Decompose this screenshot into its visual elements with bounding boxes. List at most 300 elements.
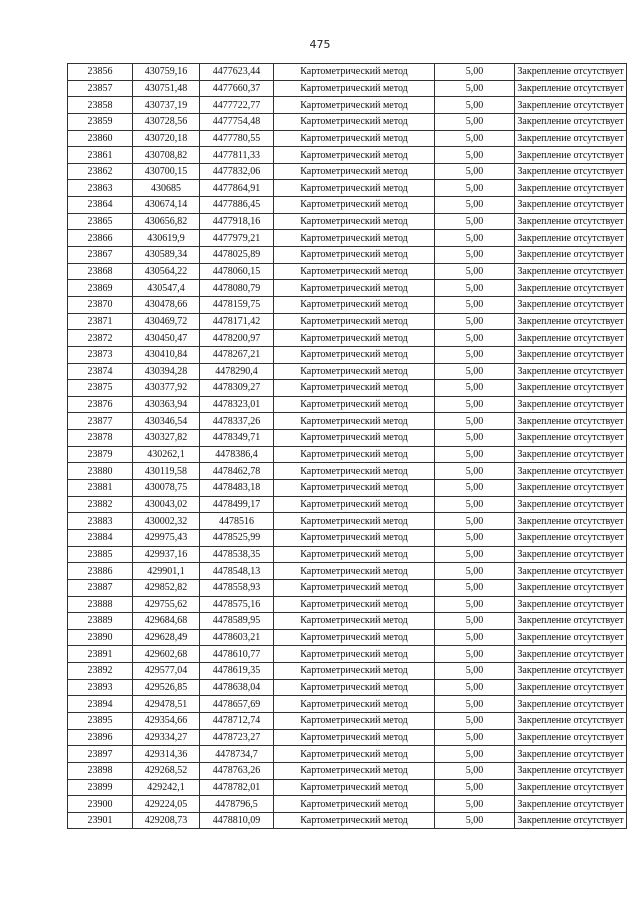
coordinates-table xyxy=(67,63,627,829)
y-coordinate-cell: 4478810,09 xyxy=(200,812,274,829)
y-coordinate-cell: 4478323,01 xyxy=(200,396,274,413)
x-coordinate-cell: 430751,48 xyxy=(133,80,200,97)
fixation-cell: Закрепление отсутствует xyxy=(515,330,627,347)
fixation-cell: Закрепление отсутствует xyxy=(515,113,627,130)
accuracy-cell: 5,00 xyxy=(435,796,515,813)
y-coordinate-cell: 4478782,01 xyxy=(200,779,274,796)
page-number: 475 xyxy=(309,38,331,51)
x-coordinate-cell: 430700,15 xyxy=(133,163,200,180)
method-cell: Картометрический метод xyxy=(274,563,435,580)
table-row xyxy=(68,380,627,397)
x-coordinate-cell: 430450,47 xyxy=(133,330,200,347)
y-coordinate-cell: 4478548,13 xyxy=(200,563,274,580)
fixation-cell: Закрепление отсутствует xyxy=(515,779,627,796)
y-coordinate-cell: 4478638,04 xyxy=(200,679,274,696)
table-row xyxy=(68,263,627,280)
point-number-cell: 23878 xyxy=(68,430,133,447)
point-number-cell: 23861 xyxy=(68,147,133,164)
method-cell: Картометрический метод xyxy=(274,663,435,680)
x-coordinate-cell: 429478,51 xyxy=(133,696,200,713)
point-number-cell: 23901 xyxy=(68,812,133,829)
method-cell: Картометрический метод xyxy=(274,629,435,646)
accuracy-cell: 5,00 xyxy=(435,679,515,696)
y-coordinate-cell: 4478610,77 xyxy=(200,646,274,663)
accuracy-cell: 5,00 xyxy=(435,513,515,530)
table-row xyxy=(68,363,627,380)
accuracy-cell: 5,00 xyxy=(435,113,515,130)
point-number-cell: 23879 xyxy=(68,446,133,463)
method-cell: Картометрический метод xyxy=(274,230,435,247)
fixation-cell: Закрепление отсутствует xyxy=(515,629,627,646)
accuracy-cell: 5,00 xyxy=(435,330,515,347)
method-cell: Картометрический метод xyxy=(274,646,435,663)
method-cell: Картометрический метод xyxy=(274,529,435,546)
point-number-cell: 23885 xyxy=(68,546,133,563)
accuracy-cell: 5,00 xyxy=(435,64,515,81)
method-cell: Картометрический метод xyxy=(274,779,435,796)
fixation-cell: Закрепление отсутствует xyxy=(515,696,627,713)
point-number-cell: 23882 xyxy=(68,496,133,513)
accuracy-cell: 5,00 xyxy=(435,230,515,247)
point-number-cell: 23884 xyxy=(68,529,133,546)
method-cell: Картометрический метод xyxy=(274,712,435,729)
x-coordinate-cell: 430394,28 xyxy=(133,363,200,380)
point-number-cell: 23888 xyxy=(68,596,133,613)
y-coordinate-cell: 4477722,77 xyxy=(200,97,274,114)
x-coordinate-cell: 430728,56 xyxy=(133,113,200,130)
point-number-cell: 23897 xyxy=(68,746,133,763)
fixation-cell: Закрепление отсутствует xyxy=(515,812,627,829)
accuracy-cell: 5,00 xyxy=(435,496,515,513)
y-coordinate-cell: 4477864,91 xyxy=(200,180,274,197)
method-cell: Картометрический метод xyxy=(274,396,435,413)
x-coordinate-cell: 430708,82 xyxy=(133,147,200,164)
method-cell: Картометрический метод xyxy=(274,263,435,280)
table-row xyxy=(68,496,627,513)
fixation-cell: Закрепление отсутствует xyxy=(515,163,627,180)
table-row xyxy=(68,579,627,596)
point-number-cell: 23898 xyxy=(68,762,133,779)
accuracy-cell: 5,00 xyxy=(435,629,515,646)
fixation-cell: Закрепление отсутствует xyxy=(515,147,627,164)
y-coordinate-cell: 4478525,99 xyxy=(200,529,274,546)
y-coordinate-cell: 4477660,37 xyxy=(200,80,274,97)
method-cell: Картометрический метод xyxy=(274,296,435,313)
x-coordinate-cell: 430377,92 xyxy=(133,380,200,397)
x-coordinate-cell: 430564,22 xyxy=(133,263,200,280)
table-row xyxy=(68,97,627,114)
table-row xyxy=(68,197,627,214)
accuracy-cell: 5,00 xyxy=(435,430,515,447)
x-coordinate-cell: 430685 xyxy=(133,180,200,197)
x-coordinate-cell: 430262,1 xyxy=(133,446,200,463)
accuracy-cell: 5,00 xyxy=(435,130,515,147)
method-cell: Картометрический метод xyxy=(274,596,435,613)
point-number-cell: 23880 xyxy=(68,463,133,480)
accuracy-cell: 5,00 xyxy=(435,380,515,397)
x-coordinate-cell: 430469,72 xyxy=(133,313,200,330)
accuracy-cell: 5,00 xyxy=(435,480,515,497)
fixation-cell: Закрепление отсутствует xyxy=(515,480,627,497)
x-coordinate-cell: 429602,68 xyxy=(133,646,200,663)
method-cell: Картометрический метод xyxy=(274,762,435,779)
x-coordinate-cell: 430737,19 xyxy=(133,97,200,114)
table-row xyxy=(68,280,627,297)
fixation-cell: Закрепление отсутствует xyxy=(515,380,627,397)
y-coordinate-cell: 4478538,35 xyxy=(200,546,274,563)
x-coordinate-cell: 429354,66 xyxy=(133,712,200,729)
y-coordinate-cell: 4478712,74 xyxy=(200,712,274,729)
method-cell: Картометрический метод xyxy=(274,679,435,696)
point-number-cell: 23881 xyxy=(68,480,133,497)
table-row xyxy=(68,663,627,680)
table-row xyxy=(68,296,627,313)
x-coordinate-cell: 430119,58 xyxy=(133,463,200,480)
table-row xyxy=(68,413,627,430)
fixation-cell: Закрепление отсутствует xyxy=(515,80,627,97)
fixation-cell: Закрепление отсутствует xyxy=(515,296,627,313)
fixation-cell: Закрепление отсутствует xyxy=(515,796,627,813)
y-coordinate-cell: 4478337,26 xyxy=(200,413,274,430)
y-coordinate-cell: 4478080,79 xyxy=(200,280,274,297)
table-row xyxy=(68,779,627,796)
point-number-cell: 23860 xyxy=(68,130,133,147)
table-row xyxy=(68,163,627,180)
accuracy-cell: 5,00 xyxy=(435,180,515,197)
table-row xyxy=(68,396,627,413)
y-coordinate-cell: 4478796,5 xyxy=(200,796,274,813)
method-cell: Картометрический метод xyxy=(274,80,435,97)
point-number-cell: 23869 xyxy=(68,280,133,297)
accuracy-cell: 5,00 xyxy=(435,463,515,480)
table-row xyxy=(68,130,627,147)
fixation-cell: Закрепление отсутствует xyxy=(515,180,627,197)
fixation-cell: Закрепление отсутствует xyxy=(515,463,627,480)
x-coordinate-cell: 430346,54 xyxy=(133,413,200,430)
fixation-cell: Закрепление отсутствует xyxy=(515,346,627,363)
method-cell: Картометрический метод xyxy=(274,613,435,630)
table-row xyxy=(68,313,627,330)
x-coordinate-cell: 429268,52 xyxy=(133,762,200,779)
fixation-cell: Закрепление отсутствует xyxy=(515,529,627,546)
point-number-cell: 23883 xyxy=(68,513,133,530)
method-cell: Картометрический метод xyxy=(274,213,435,230)
method-cell: Картометрический метод xyxy=(274,413,435,430)
table-row xyxy=(68,529,627,546)
accuracy-cell: 5,00 xyxy=(435,579,515,596)
fixation-cell: Закрепление отсутствует xyxy=(515,563,627,580)
point-number-cell: 23899 xyxy=(68,779,133,796)
table-row xyxy=(68,330,627,347)
method-cell: Картометрический метод xyxy=(274,746,435,763)
x-coordinate-cell: 429334,27 xyxy=(133,729,200,746)
y-coordinate-cell: 4478171,42 xyxy=(200,313,274,330)
method-cell: Картометрический метод xyxy=(274,247,435,264)
fixation-cell: Закрепление отсутствует xyxy=(515,513,627,530)
accuracy-cell: 5,00 xyxy=(435,396,515,413)
accuracy-cell: 5,00 xyxy=(435,646,515,663)
method-cell: Картометрический метод xyxy=(274,579,435,596)
y-coordinate-cell: 4478290,4 xyxy=(200,363,274,380)
fixation-cell: Закрепление отсутствует xyxy=(515,396,627,413)
y-coordinate-cell: 4477811,33 xyxy=(200,147,274,164)
y-coordinate-cell: 4477780,55 xyxy=(200,130,274,147)
table-row xyxy=(68,746,627,763)
point-number-cell: 23889 xyxy=(68,613,133,630)
accuracy-cell: 5,00 xyxy=(435,97,515,114)
x-coordinate-cell: 430674,14 xyxy=(133,197,200,214)
x-coordinate-cell: 430043,02 xyxy=(133,496,200,513)
method-cell: Картометрический метод xyxy=(274,64,435,81)
fixation-cell: Закрепление отсутствует xyxy=(515,613,627,630)
y-coordinate-cell: 4478575,16 xyxy=(200,596,274,613)
method-cell: Картометрический метод xyxy=(274,496,435,513)
table-row xyxy=(68,80,627,97)
method-cell: Картометрический метод xyxy=(274,363,435,380)
table-row xyxy=(68,446,627,463)
accuracy-cell: 5,00 xyxy=(435,163,515,180)
y-coordinate-cell: 4478483,18 xyxy=(200,480,274,497)
point-number-cell: 23870 xyxy=(68,296,133,313)
table-row xyxy=(68,430,627,447)
table-row xyxy=(68,346,627,363)
x-coordinate-cell: 429526,85 xyxy=(133,679,200,696)
point-number-cell: 23877 xyxy=(68,413,133,430)
accuracy-cell: 5,00 xyxy=(435,812,515,829)
accuracy-cell: 5,00 xyxy=(435,346,515,363)
point-number-cell: 23876 xyxy=(68,396,133,413)
method-cell: Картометрический метод xyxy=(274,313,435,330)
point-number-cell: 23856 xyxy=(68,64,133,81)
x-coordinate-cell: 429577,04 xyxy=(133,663,200,680)
y-coordinate-cell: 4478558,93 xyxy=(200,579,274,596)
table-row xyxy=(68,513,627,530)
x-coordinate-cell: 429224,05 xyxy=(133,796,200,813)
accuracy-cell: 5,00 xyxy=(435,363,515,380)
table-row xyxy=(68,113,627,130)
accuracy-cell: 5,00 xyxy=(435,296,515,313)
point-number-cell: 23859 xyxy=(68,113,133,130)
y-coordinate-cell: 4478589,95 xyxy=(200,613,274,630)
fixation-cell: Закрепление отсутствует xyxy=(515,263,627,280)
point-number-cell: 23872 xyxy=(68,330,133,347)
point-number-cell: 23895 xyxy=(68,712,133,729)
fixation-cell: Закрепление отсутствует xyxy=(515,646,627,663)
accuracy-cell: 5,00 xyxy=(435,746,515,763)
x-coordinate-cell: 430589,34 xyxy=(133,247,200,264)
table-row xyxy=(68,247,627,264)
fixation-cell: Закрепление отсутствует xyxy=(515,546,627,563)
table-row xyxy=(68,613,627,630)
fixation-cell: Закрепление отсутствует xyxy=(515,197,627,214)
point-number-cell: 23862 xyxy=(68,163,133,180)
y-coordinate-cell: 4477832,06 xyxy=(200,163,274,180)
point-number-cell: 23891 xyxy=(68,646,133,663)
table-row xyxy=(68,480,627,497)
accuracy-cell: 5,00 xyxy=(435,696,515,713)
x-coordinate-cell: 429975,43 xyxy=(133,529,200,546)
fixation-cell: Закрепление отсутствует xyxy=(515,712,627,729)
accuracy-cell: 5,00 xyxy=(435,613,515,630)
table-row xyxy=(68,679,627,696)
accuracy-cell: 5,00 xyxy=(435,546,515,563)
x-coordinate-cell: 430363,94 xyxy=(133,396,200,413)
x-coordinate-cell: 430656,82 xyxy=(133,213,200,230)
y-coordinate-cell: 4478462,78 xyxy=(200,463,274,480)
accuracy-cell: 5,00 xyxy=(435,247,515,264)
point-number-cell: 23890 xyxy=(68,629,133,646)
table-row xyxy=(68,563,627,580)
y-coordinate-cell: 4478499,17 xyxy=(200,496,274,513)
y-coordinate-cell: 4477918,16 xyxy=(200,213,274,230)
accuracy-cell: 5,00 xyxy=(435,147,515,164)
fixation-cell: Закрепление отсутствует xyxy=(515,579,627,596)
fixation-cell: Закрепление отсутствует xyxy=(515,496,627,513)
point-number-cell: 23886 xyxy=(68,563,133,580)
accuracy-cell: 5,00 xyxy=(435,413,515,430)
point-number-cell: 23896 xyxy=(68,729,133,746)
point-number-cell: 23887 xyxy=(68,579,133,596)
fixation-cell: Закрепление отсутствует xyxy=(515,746,627,763)
y-coordinate-cell: 4478723,27 xyxy=(200,729,274,746)
y-coordinate-cell: 4478516 xyxy=(200,513,274,530)
accuracy-cell: 5,00 xyxy=(435,446,515,463)
x-coordinate-cell: 430720,18 xyxy=(133,130,200,147)
fixation-cell: Закрепление отсутствует xyxy=(515,663,627,680)
x-coordinate-cell: 429628,49 xyxy=(133,629,200,646)
y-coordinate-cell: 4478619,35 xyxy=(200,663,274,680)
x-coordinate-cell: 429208,73 xyxy=(133,812,200,829)
point-number-cell: 23868 xyxy=(68,263,133,280)
x-coordinate-cell: 430410,84 xyxy=(133,346,200,363)
accuracy-cell: 5,00 xyxy=(435,263,515,280)
x-coordinate-cell: 429852,82 xyxy=(133,579,200,596)
accuracy-cell: 5,00 xyxy=(435,712,515,729)
accuracy-cell: 5,00 xyxy=(435,563,515,580)
table-row xyxy=(68,213,627,230)
y-coordinate-cell: 4477623,44 xyxy=(200,64,274,81)
x-coordinate-cell: 430619,9 xyxy=(133,230,200,247)
table-row xyxy=(68,64,627,81)
method-cell: Картометрический метод xyxy=(274,147,435,164)
point-number-cell: 23892 xyxy=(68,663,133,680)
point-number-cell: 23893 xyxy=(68,679,133,696)
method-cell: Картометрический метод xyxy=(274,463,435,480)
method-cell: Картометрический метод xyxy=(274,346,435,363)
point-number-cell: 23864 xyxy=(68,197,133,214)
x-coordinate-cell: 429901,1 xyxy=(133,563,200,580)
method-cell: Картометрический метод xyxy=(274,130,435,147)
method-cell: Картометрический метод xyxy=(274,280,435,297)
fixation-cell: Закрепление отсутствует xyxy=(515,596,627,613)
x-coordinate-cell: 429242,1 xyxy=(133,779,200,796)
fixation-cell: Закрепление отсутствует xyxy=(515,64,627,81)
method-cell: Картометрический метод xyxy=(274,163,435,180)
accuracy-cell: 5,00 xyxy=(435,213,515,230)
accuracy-cell: 5,00 xyxy=(435,762,515,779)
point-number-cell: 23866 xyxy=(68,230,133,247)
y-coordinate-cell: 4478349,71 xyxy=(200,430,274,447)
table-row xyxy=(68,712,627,729)
accuracy-cell: 5,00 xyxy=(435,663,515,680)
accuracy-cell: 5,00 xyxy=(435,779,515,796)
x-coordinate-cell: 430547,4 xyxy=(133,280,200,297)
x-coordinate-cell: 430002,32 xyxy=(133,513,200,530)
point-number-cell: 23873 xyxy=(68,346,133,363)
method-cell: Картометрический метод xyxy=(274,480,435,497)
y-coordinate-cell: 4478603,21 xyxy=(200,629,274,646)
method-cell: Картометрический метод xyxy=(274,796,435,813)
method-cell: Картометрический метод xyxy=(274,97,435,114)
accuracy-cell: 5,00 xyxy=(435,80,515,97)
fixation-cell: Закрепление отсутствует xyxy=(515,446,627,463)
fixation-cell: Закрепление отсутствует xyxy=(515,130,627,147)
method-cell: Картометрический метод xyxy=(274,696,435,713)
x-coordinate-cell: 429314,36 xyxy=(133,746,200,763)
fixation-cell: Закрепление отсутствует xyxy=(515,762,627,779)
y-coordinate-cell: 4477979,21 xyxy=(200,230,274,247)
x-coordinate-cell: 429937,16 xyxy=(133,546,200,563)
y-coordinate-cell: 4478267,21 xyxy=(200,346,274,363)
y-coordinate-cell: 4478025,89 xyxy=(200,247,274,264)
table-row xyxy=(68,796,627,813)
table-row xyxy=(68,230,627,247)
x-coordinate-cell: 430078,75 xyxy=(133,480,200,497)
point-number-cell: 23857 xyxy=(68,80,133,97)
table-row xyxy=(68,696,627,713)
method-cell: Картометрический метод xyxy=(274,513,435,530)
method-cell: Картометрический метод xyxy=(274,197,435,214)
y-coordinate-cell: 4478060,15 xyxy=(200,263,274,280)
y-coordinate-cell: 4478763,26 xyxy=(200,762,274,779)
fixation-cell: Закрепление отсутствует xyxy=(515,313,627,330)
point-number-cell: 23871 xyxy=(68,313,133,330)
accuracy-cell: 5,00 xyxy=(435,529,515,546)
point-number-cell: 23894 xyxy=(68,696,133,713)
coordinates-table-body xyxy=(68,64,627,829)
y-coordinate-cell: 4478386,4 xyxy=(200,446,274,463)
point-number-cell: 23900 xyxy=(68,796,133,813)
fixation-cell: Закрепление отсутствует xyxy=(515,729,627,746)
point-number-cell: 23863 xyxy=(68,180,133,197)
y-coordinate-cell: 4478159,75 xyxy=(200,296,274,313)
fixation-cell: Закрепление отсутствует xyxy=(515,97,627,114)
fixation-cell: Закрепление отсутствует xyxy=(515,230,627,247)
point-number-cell: 23867 xyxy=(68,247,133,264)
method-cell: Картометрический метод xyxy=(274,446,435,463)
method-cell: Картометрический метод xyxy=(274,430,435,447)
accuracy-cell: 5,00 xyxy=(435,596,515,613)
accuracy-cell: 5,00 xyxy=(435,729,515,746)
x-coordinate-cell: 429684,68 xyxy=(133,613,200,630)
method-cell: Картометрический метод xyxy=(274,546,435,563)
point-number-cell: 23858 xyxy=(68,97,133,114)
method-cell: Картометрический метод xyxy=(274,812,435,829)
table-row xyxy=(68,180,627,197)
y-coordinate-cell: 4477754,48 xyxy=(200,113,274,130)
accuracy-cell: 5,00 xyxy=(435,313,515,330)
point-number-cell: 23865 xyxy=(68,213,133,230)
method-cell: Картометрический метод xyxy=(274,180,435,197)
method-cell: Картометрический метод xyxy=(274,380,435,397)
method-cell: Картометрический метод xyxy=(274,330,435,347)
table-row xyxy=(68,546,627,563)
x-coordinate-cell: 430759,16 xyxy=(133,64,200,81)
method-cell: Картометрический метод xyxy=(274,113,435,130)
table-row xyxy=(68,812,627,829)
point-number-cell: 23874 xyxy=(68,363,133,380)
method-cell: Картометрический метод xyxy=(274,729,435,746)
